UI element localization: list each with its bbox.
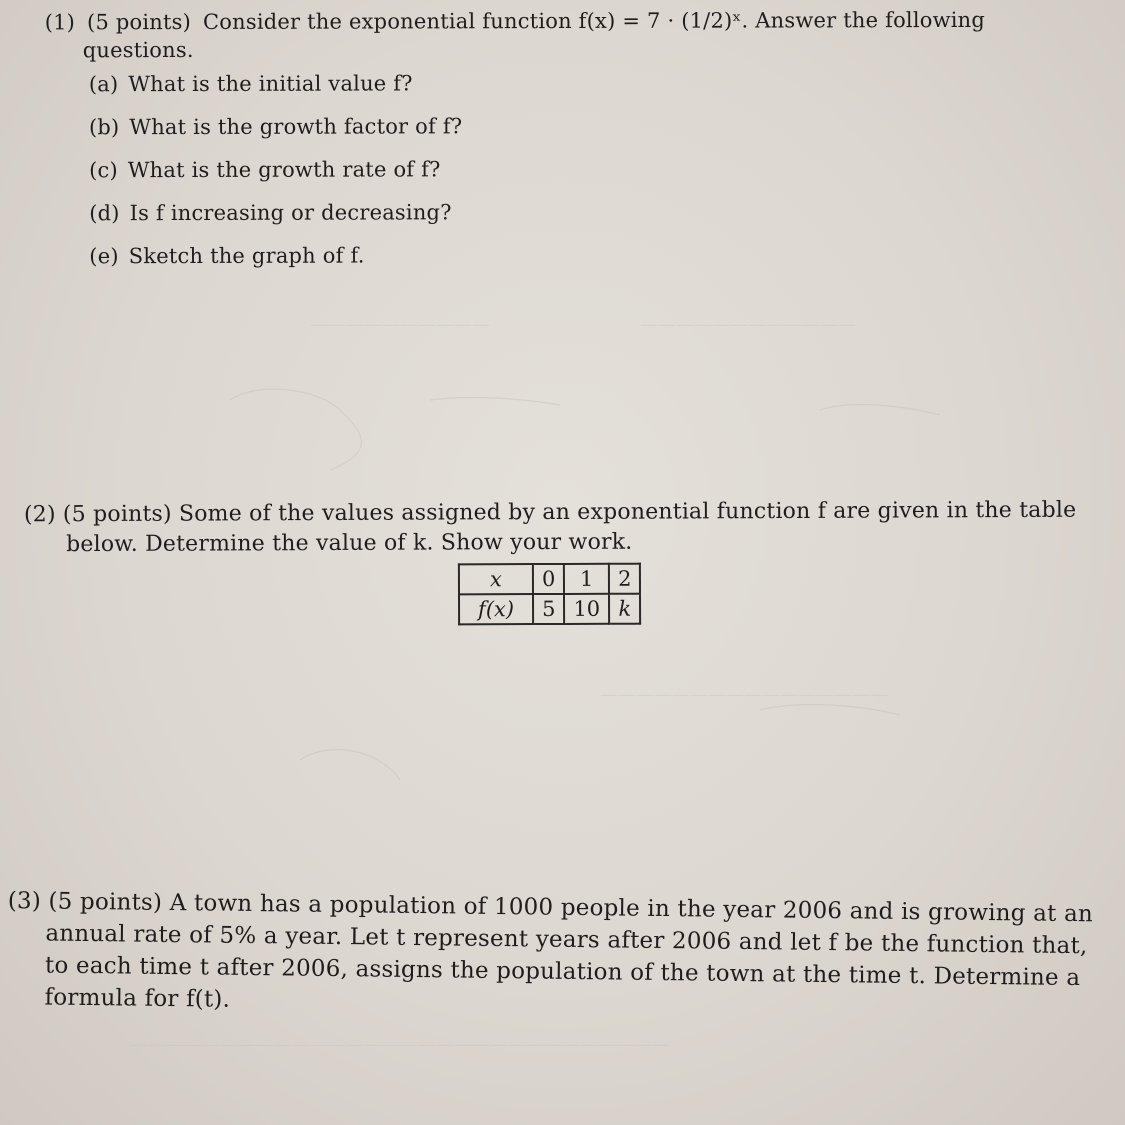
bleed-text-2: ———————————— [640, 314, 856, 335]
part-d [89, 196, 1085, 242]
part-b [89, 110, 1085, 156]
table-header-fx: f(x) [459, 594, 533, 624]
table-cell: 1 [564, 564, 609, 594]
problem-2-number: (2) [23, 502, 56, 528]
part-text: What is the growth factor of f? [129, 114, 463, 140]
problem-3-number: (3) [7, 887, 42, 915]
problem-1-prompt: Consider the exponential function f(x) = 7 · (1/2)ˣ. Answer the following [202, 7, 986, 34]
part-a [89, 67, 1085, 113]
problem-1-header [45, 5, 1085, 38]
table-header-x: x [459, 564, 533, 594]
table-cell: 10 [564, 594, 609, 624]
problem-1 [45, 5, 1086, 285]
problem-1-number: (1) [44, 10, 76, 35]
problem-1-parts [45, 67, 1086, 285]
table-cell: 0 [533, 564, 564, 594]
problem-3-line-2: annual rate of 5% a year. Let t represent years after 2006 and let f be the function that, [45, 920, 1088, 960]
problem-3-line-4: formula for f(t). [44, 984, 231, 1013]
problem-1-prompt-cont: questions. [82, 37, 194, 63]
bleed-text-1: —————————— [310, 314, 490, 335]
problem-2-header [24, 496, 1084, 531]
problem-2-prompt-cont: below. Determine the value of k. Show your work. [66, 529, 633, 558]
problem-2-prompt: Some of the values assigned by an exponential function f are given in the table [178, 497, 1077, 527]
problem-1-points: (5 points) [87, 9, 192, 35]
part-text: Sketch the graph of f. [128, 243, 365, 269]
part-label: (e) [89, 244, 119, 269]
problem-3 [6, 885, 1097, 1026]
problem-3-line-3: to each time t after 2006, assigns the population of the town at the time t. Determine a [44, 952, 1081, 992]
part-text: What is the initial value f? [128, 71, 413, 97]
table-cell: 5 [533, 594, 564, 624]
problem-2 [24, 496, 1084, 561]
table-cell: 2 [609, 564, 640, 594]
part-label: (a) [88, 72, 119, 97]
part-c [89, 153, 1085, 199]
part-e [89, 239, 1085, 285]
problem-3-prompt: A town has a population of 1000 people in the year 2006 and is growing at an [169, 889, 1094, 928]
bleed-text-3: ———————————————— [600, 684, 888, 705]
table-row-fx [459, 594, 641, 625]
part-text: Is f increasing or decreasing? [129, 200, 452, 226]
part-text: What is the growth rate of f? [127, 157, 441, 183]
part-label: (d) [89, 201, 120, 226]
part-label: (c) [89, 158, 118, 183]
table-cell: k [609, 594, 640, 624]
table-row-x [459, 564, 641, 595]
part-label: (b) [88, 115, 120, 140]
bleed-text-4: —————————————————————————————— [130, 1034, 670, 1055]
problem-3-points: (5 points) [48, 888, 163, 916]
problem-2-points: (5 points) [62, 501, 172, 528]
values-table [458, 563, 642, 626]
